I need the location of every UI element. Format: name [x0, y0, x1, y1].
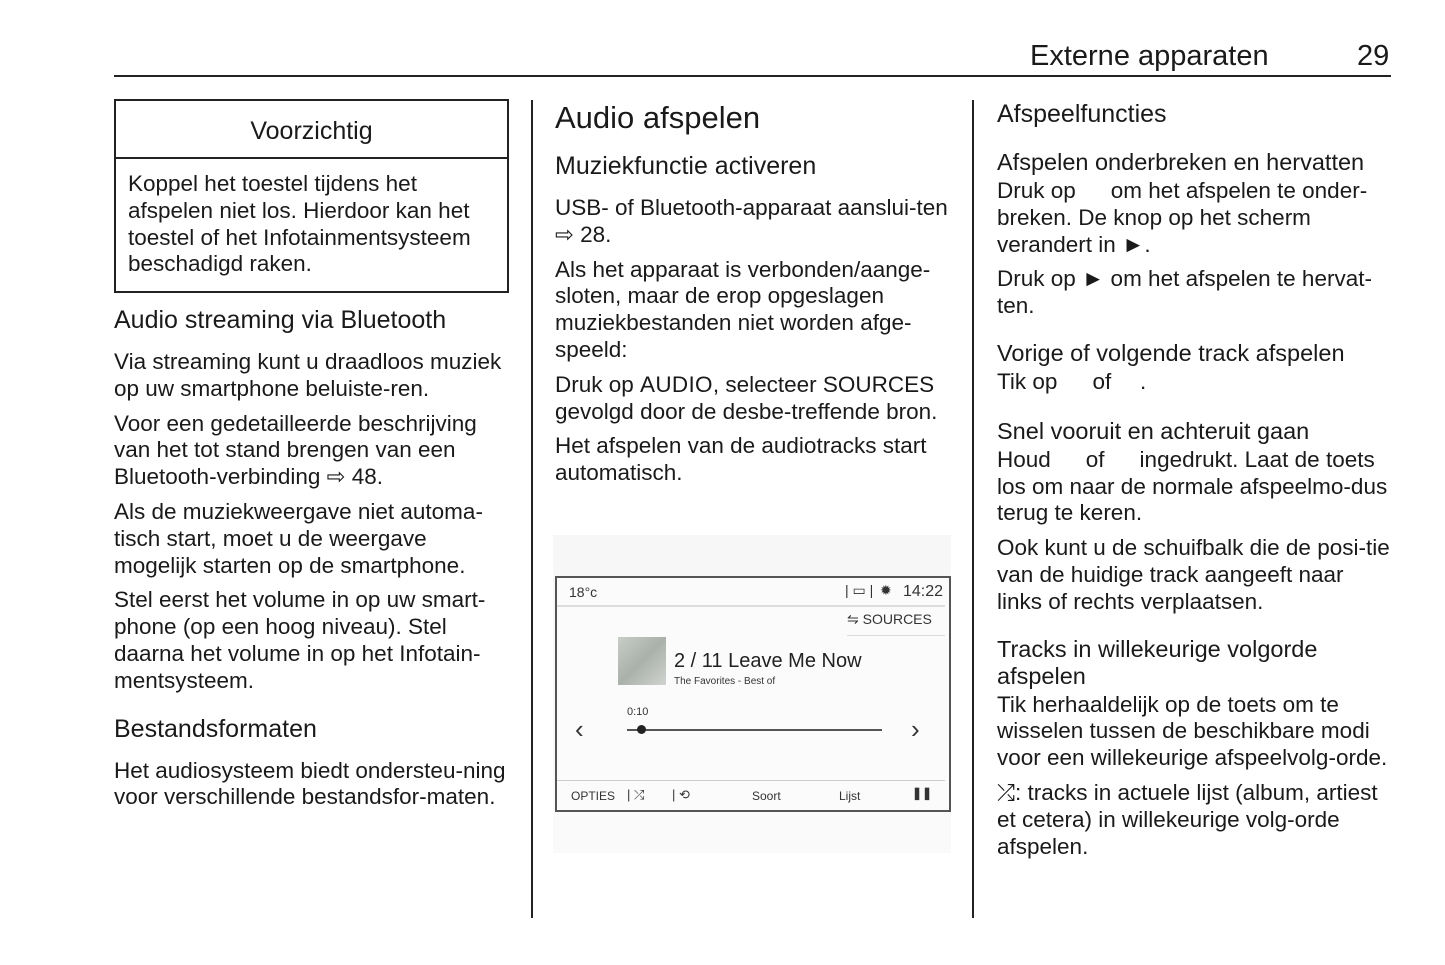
paragraph: Druk op om het afspelen te onder-breken. De knop op het scherm verandert in ►. [997, 178, 1368, 257]
pause-button[interactable]: ❚❚ [912, 786, 933, 800]
slider-handle[interactable] [637, 725, 646, 734]
list-button[interactable]: Lijst [839, 789, 861, 803]
message-icon: | ▭ | [845, 582, 874, 598]
heading-formats: Bestandsformaten [114, 714, 317, 743]
usb-icon: ⇋ [847, 611, 863, 627]
paragraph: Houd of ingedrukt. Laat de toets los om naar de normale afspeelmo-dus terug te keren. [997, 446, 1388, 526]
paragraph: Stel eerst het volume in op uw smart-phone (op een hoog niveau). Stel daarna het volume in op het Infotain-mentsysteem. [114, 587, 486, 693]
previous-track-button[interactable]: ‹ [575, 714, 584, 744]
paragraph: Als het apparaat is verbonden/aange-sloten, maar de erop opgeslagen muziekbestanden niet worden afge-speeld: [555, 256, 931, 362]
caution-text: Koppel het toestel tijdens het afspelen niet los. Hierdoor kan het toestel of het Infotainmentsysteem beschadigd raken. [128, 171, 471, 277]
next-track-button[interactable]: › [911, 714, 920, 744]
sources-button[interactable]: ⇋ SOURCES [847, 611, 932, 627]
heading-muziekfunctie: Muziekfunctie activeren [555, 152, 817, 180]
gear-icon: ✹ [880, 582, 892, 598]
shuffle-button[interactable]: | ⤮ [627, 787, 645, 802]
temperature: 18°c [569, 584, 598, 600]
track-title: 2 / 11 Leave Me Now [674, 650, 862, 672]
heading-afspeelfuncties: Afspeelfuncties [997, 100, 1167, 128]
paragraph: Als de muziekweergave niet automa-tisch start, moet u de weergave mogelijk starten op de smartphone. [114, 498, 483, 578]
infotainment-screenshot [555, 576, 951, 812]
section-title: Externe apparaten [1030, 40, 1269, 72]
paragraph: USB- of Bluetooth-apparaat aanslui-ten ⇨ 28. [555, 195, 948, 247]
paragraph: Tik herhaaldelijk op de toets om te wisselen tussen de beschikbare modi voor een willekeurige afspeelvolg-orde. [997, 691, 1388, 771]
options-button[interactable]: OPTIES [571, 789, 616, 803]
column-divider [972, 100, 974, 918]
track-artist: The Favorites - Best of [674, 676, 776, 687]
paragraph: Voor een gedetailleerde beschrijving van het tot stand brengen van een Bluetooth-verbinding ⇨ 48. [114, 410, 477, 490]
heading-seek: Snel vooruit en achteruit gaan [997, 417, 1310, 444]
paragraph: Het audiosysteem biedt ondersteu-ning voor verschillende bestandsfor-maten. [114, 757, 506, 810]
heading-shuffle: Tracks in willekeurige volgorde afspelen [997, 635, 1318, 689]
elapsed-time: 0:10 [627, 706, 649, 718]
header-rule [114, 75, 1391, 77]
paragraph: Tik op of . [997, 368, 1147, 394]
caution-title: Voorzichtig [116, 101, 507, 159]
paragraph: Het afspelen van de audiotracks start automatisch. [555, 433, 927, 486]
paragraph: Via streaming kunt u draadloos muziek op uw smartphone beluiste-ren. [114, 349, 502, 401]
paragraph: Druk op AUDIO, selecteer SOURCES gevolgd door de desbe-treffende bron. [555, 371, 938, 424]
caution-box [114, 99, 509, 293]
heading-track: Vorige of volgende track afspelen [997, 339, 1345, 366]
sort-button[interactable]: Soort [752, 789, 781, 803]
repeat-button[interactable]: | ⟲ [672, 787, 690, 802]
paragraph: Ook kunt u de schuifbalk die de posi-tie van de huidige track aangeeft naar links of rechts verplaatsen. [997, 535, 1390, 614]
heading-audio-afspelen: Audio afspelen [555, 100, 761, 135]
clock: 14:22 [903, 583, 944, 600]
paragraph: ⤮: tracks in actuele lijst (album, artiest et cetera) in willekeurige volg-orde afspelen. [997, 779, 1378, 859]
paragraph: Druk op ► om het afspelen te hervat-ten. [997, 266, 1372, 319]
column-divider [531, 100, 533, 918]
album-art [618, 637, 666, 685]
heading-bluetooth: Audio streaming via Bluetooth [114, 306, 447, 334]
page-number: 29 [1357, 40, 1390, 72]
progress-slider[interactable] [627, 729, 882, 731]
heading-pause: Afspelen onderbreken en hervatten [997, 149, 1365, 175]
